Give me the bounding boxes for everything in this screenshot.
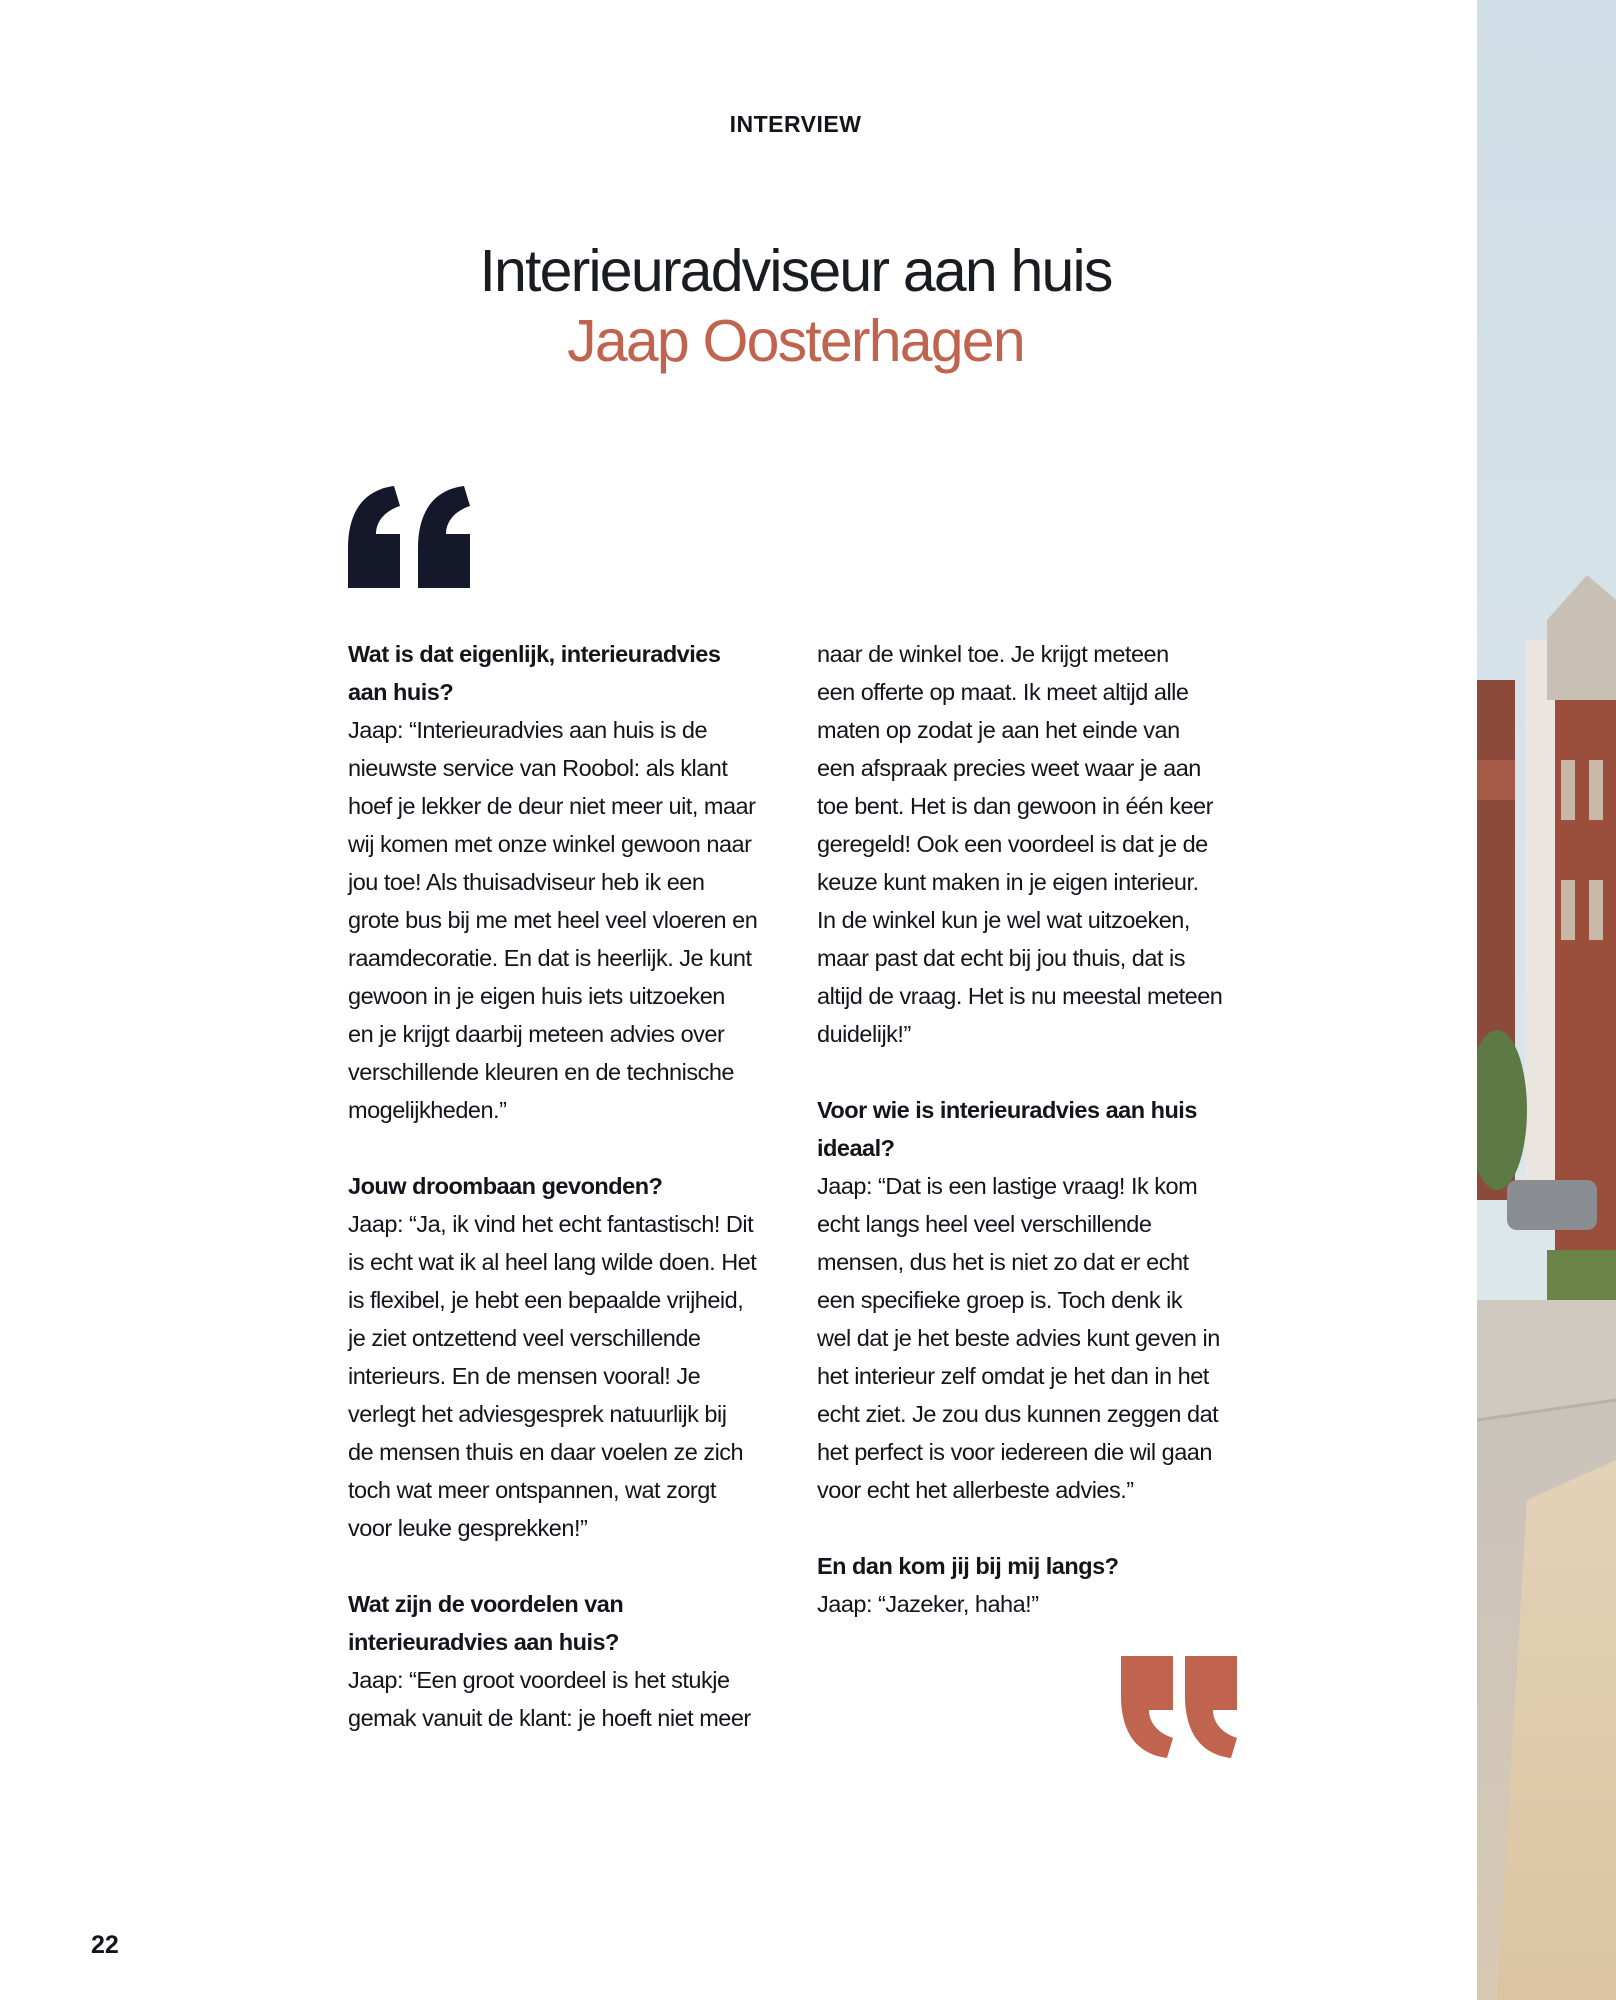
- answer-4-line: voor echt het allerbeste advies.”: [817, 1477, 1134, 1503]
- page-number: 22: [91, 1931, 119, 1959]
- paragraph-spacer: [348, 1129, 788, 1167]
- column-right: [817, 635, 1257, 1623]
- answer-2-line: is echt wat ik al heel lang wilde doen. Het: [348, 1249, 757, 1275]
- answer-3-line: maten op zodat je aan het einde van: [817, 717, 1180, 743]
- answer-1-line: raamdecoratie. En dat is heerlijk. Je kunt: [348, 945, 752, 971]
- answer-1-line: jou toe! Als thuisadviseur heb ik een: [348, 869, 705, 895]
- question-1-line-1: Wat is dat eigenlijk, interieuradvies: [348, 641, 721, 667]
- paragraph-spacer: [817, 1053, 1257, 1091]
- paragraph-spacer: [817, 1509, 1257, 1547]
- title-line-2-name: Jaap Oosterhagen: [567, 308, 1024, 374]
- answer-4-line: het perfect is voor iedereen die wil gaan: [817, 1439, 1212, 1465]
- answer-3-line: Jaap: “Een groot voordeel is het stukje: [348, 1667, 730, 1693]
- open-quote-icon: [348, 486, 476, 588]
- answer-1-line: verschillende kleuren en de technische: [348, 1059, 734, 1085]
- section-label: INTERVIEW: [729, 111, 862, 137]
- answer-1-line: gewoon in je eigen huis iets uitzoeken: [348, 983, 725, 1009]
- page-title: [0, 236, 1591, 376]
- answer-4-line: het interieur zelf omdat je het dan in het: [817, 1363, 1209, 1389]
- answer-3-line: altijd de vraag. Het is nu meestal meteen: [817, 983, 1223, 1009]
- title-line-1: Interieuradviseur aan huis: [479, 238, 1112, 304]
- answer-4-line: echt langs heel veel verschillende: [817, 1211, 1152, 1237]
- question-3-line-1: Wat zijn de voordelen van: [348, 1591, 624, 1617]
- answer-3-line: toe bent. Het is dan gewoon in één keer: [817, 793, 1213, 819]
- column-left: [348, 635, 788, 1737]
- answer-4-line: wel dat je het beste advies kunt geven in: [817, 1325, 1220, 1351]
- answer-3-line: een offerte op maat. Ik meet altijd alle: [817, 679, 1189, 705]
- question-4-line-2: ideaal?: [817, 1135, 895, 1161]
- answer-3-line: keuze kunt maken in je eigen interieur.: [817, 869, 1199, 895]
- answer-2-line: verlegt het adviesgesprek natuurlijk bij: [348, 1401, 727, 1427]
- answer-1-line: mogelijkheden.”: [348, 1097, 507, 1123]
- answer-2-line: interieurs. En de mensen vooral! Je: [348, 1363, 701, 1389]
- answer-4-line: echt ziet. Je zou dus kunnen zeggen dat: [817, 1401, 1219, 1427]
- answer-4-line: een specifieke groep is. Toch denk ik: [817, 1287, 1183, 1313]
- paragraph-spacer: [348, 1547, 788, 1585]
- answer-1-line: hoef je lekker de deur niet meer uit, maar: [348, 793, 756, 819]
- answer-1-line: nieuwste service van Roobol: als klant: [348, 755, 728, 781]
- answer-1-line: Jaap: “Interieuradvies aan huis is de: [348, 717, 708, 743]
- answer-3-line: een afspraak precies weet waar je aan: [817, 755, 1201, 781]
- street-photo: [1477, 0, 1616, 2000]
- question-5-line-1: En dan kom jij bij mij langs?: [817, 1553, 1119, 1579]
- answer-1-line: grote bus bij me met heel veel vloeren en: [348, 907, 758, 933]
- answer-2-line: de mensen thuis en daar voelen ze zich: [348, 1439, 744, 1465]
- question-4-line-1: Voor wie is interieuradvies aan huis: [817, 1097, 1197, 1123]
- answer-2-line: toch wat meer ontspannen, wat zorgt: [348, 1477, 716, 1503]
- answer-3-line: duidelijk!”: [817, 1021, 911, 1047]
- answer-2-line: Jaap: “Ja, ik vind het echt fantastisch! Dit: [348, 1211, 754, 1237]
- question-1-line-2: aan huis?: [348, 679, 454, 705]
- close-quote-icon: [1115, 1656, 1243, 1758]
- answer-4-line: mensen, dus het is niet zo dat er echt: [817, 1249, 1189, 1275]
- answer-2-line: is flexibel, je hebt een bepaalde vrijheid,: [348, 1287, 744, 1313]
- answer-2-line: voor leuke gesprekken!”: [348, 1515, 588, 1541]
- answer-3-line: geregeld! Ook een voordeel is dat je de: [817, 831, 1208, 857]
- answer-5-line: Jaap: “Jazeker, haha!”: [817, 1591, 1039, 1617]
- question-2-line-1: Jouw droombaan gevonden?: [348, 1173, 663, 1199]
- answer-1-line: wij komen met onze winkel gewoon naar: [348, 831, 752, 857]
- answer-1-line: en je krijgt daarbij meteen advies over: [348, 1021, 725, 1047]
- answer-2-line: je ziet ontzettend veel verschillende: [348, 1325, 701, 1351]
- answer-4-line: Jaap: “Dat is een lastige vraag! Ik kom: [817, 1173, 1198, 1199]
- answer-3-line: In de winkel kun je wel wat uitzoeken,: [817, 907, 1190, 933]
- question-3-line-2: interieuradvies aan huis?: [348, 1629, 619, 1655]
- answer-3-line: maar past dat echt bij jou thuis, dat is: [817, 945, 1185, 971]
- answer-3-line: naar de winkel toe. Je krijgt meteen: [817, 641, 1169, 667]
- answer-3-line: gemak vanuit de klant: je hoeft niet meer: [348, 1705, 751, 1731]
